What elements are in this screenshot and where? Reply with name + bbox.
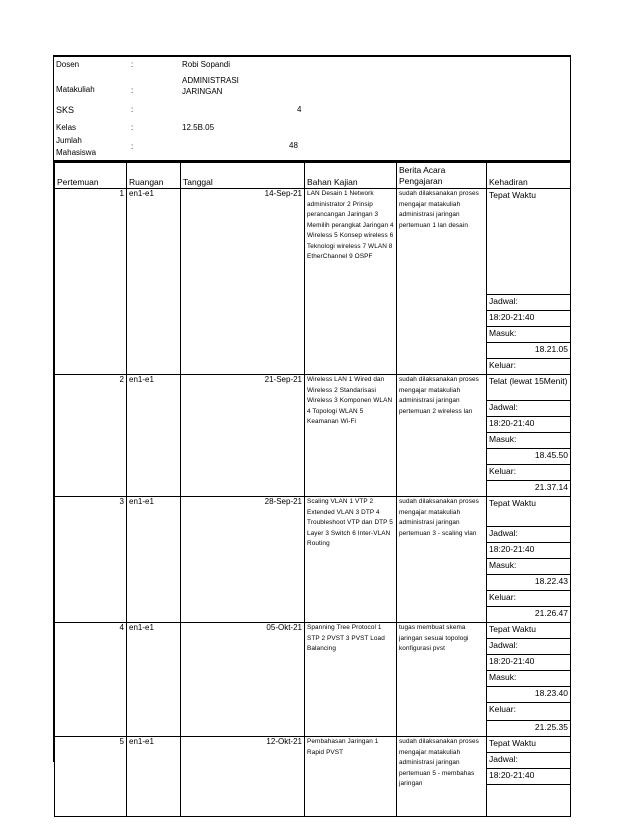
ruangan: en1-e1 (127, 189, 181, 375)
tanggal: 21-Sep-21 (181, 375, 305, 497)
attendance-sheet (53, 55, 571, 787)
col-pertemuan: Pertemuan (55, 163, 127, 189)
berita-acara: sudah dilaksanakan proses mengajar matakuliah administrasi jaringan pertemuan 1 lan desain (397, 189, 487, 375)
ruangan: en1-e1 (127, 737, 181, 817)
dosen-value: Robi Sopandi (182, 60, 231, 69)
ruangan: en1-e1 (127, 497, 181, 623)
sks-label: SKS (56, 105, 75, 115)
berita-acara: tugas membuat skema jaringan sesuai topologi konfigurasi pvst (397, 623, 487, 737)
tanggal: 28-Sep-21 (181, 497, 305, 623)
masuk-label: Masuk: (487, 559, 571, 575)
jadwal-value: 18:20-21:40 (487, 417, 571, 433)
col-ruangan: Ruangan (127, 163, 181, 189)
col-bahan: Bahan Kajian (305, 163, 397, 189)
bahan-kajian: Pembahasan Jaringan 1 Rapid PVST (305, 737, 397, 817)
tanggal: 12-Okt-21 (181, 737, 305, 817)
jadwal-value: 18:20-21:40 (487, 543, 571, 559)
jumlah-label-1: Jumlah (56, 136, 82, 145)
jadwal-value: 18:20-21:40 (487, 769, 571, 785)
masuk-label: Masuk: (487, 671, 571, 687)
jadwal-label: Jadwal: (487, 295, 571, 311)
course-info (54, 57, 570, 162)
keluar-label: Keluar: (487, 465, 571, 481)
sks-value: 4 (297, 105, 302, 114)
col-berita-line-2: Pengajaran (399, 176, 443, 186)
berita-acara: sudah dilaksanakan proses mengajar matakuliah administrasi jaringan pertemuan 5 - membahas jaringan (397, 737, 487, 817)
jumlah-value: 48 (289, 141, 298, 150)
matakuliah-label: Matakuliah (56, 85, 95, 94)
masuk-value: 18.21.05 (487, 343, 571, 359)
jadwal-value: 18:20-21:40 (487, 655, 571, 671)
pertemuan-no: 5 (55, 737, 127, 817)
keluar-value: 21.26.47 (487, 607, 571, 623)
jadwal-label: Jadwal: (487, 527, 571, 543)
col-berita (397, 163, 487, 189)
matakuliah-value-1: ADMINISTRASI (182, 76, 239, 85)
pertemuan-no: 1 (55, 189, 127, 375)
table-row (55, 189, 571, 295)
jadwal-label: Jadwal: (487, 401, 571, 417)
colon: : (131, 86, 134, 95)
col-kehadiran: Kehadiran (487, 163, 571, 189)
status: Tepat Waktu (487, 623, 571, 639)
pertemuan-no: 3 (55, 497, 127, 623)
status: Tepat Waktu (487, 497, 571, 527)
colon: : (131, 142, 134, 151)
dosen-label: Dosen (56, 60, 80, 69)
keluar-label: Keluar: (487, 703, 571, 721)
matakuliah-value-2: JARINGAN (182, 87, 223, 96)
table-row (55, 375, 571, 401)
masuk-value: 18.45.50 (487, 449, 571, 465)
table-header (55, 163, 571, 189)
pertemuan-no: 4 (55, 623, 127, 737)
status: Tepat Waktu (487, 189, 571, 295)
masuk-label: Masuk: (487, 327, 571, 343)
masuk-label: Masuk: (487, 433, 571, 449)
colon: : (131, 123, 134, 132)
table-row (55, 497, 571, 527)
ruangan: en1-e1 (127, 375, 181, 497)
ruangan: en1-e1 (127, 623, 181, 737)
jadwal-label: Jadwal: (487, 639, 571, 655)
keluar-label: Keluar: (487, 591, 571, 607)
colon: : (131, 105, 134, 114)
tanggal: 14-Sep-21 (181, 189, 305, 375)
masuk-value: 18.22.43 (487, 575, 571, 591)
bahan-kajian: Spanning Tree Protocol 1 STP 2 PVST 3 PVST Load Balancing (305, 623, 397, 737)
berita-acara: sudah dilaksanakan proses mengajar matakuliah administrasi jaringan pertemuan 2 wireless lan (397, 375, 487, 497)
keluar-value: 21.25.35 (487, 721, 571, 737)
masuk-value: 18.23.40 (487, 687, 571, 703)
kelas-label: Kelas (56, 123, 77, 132)
berita-acara: sudah dilaksanakan proses mengajar matakuliah administrasi jaringan pertemuan 3 - scaling vlan (397, 497, 487, 623)
status: Tepat Waktu (487, 737, 571, 753)
attendance-table (54, 162, 571, 817)
pertemuan-no: 2 (55, 375, 127, 497)
jadwal-label: Jadwal: (487, 753, 571, 769)
col-berita-line-1: Berita Acara (399, 165, 446, 175)
col-tanggal: Tanggal (181, 163, 305, 189)
colon: : (131, 60, 134, 69)
keluar-value: 21.37.14 (487, 481, 571, 497)
tanggal: 05-Okt-21 (181, 623, 305, 737)
keluar-label: Keluar: (487, 359, 571, 375)
bahan-kajian: Wireless LAN 1 Wired dan Wireless 2 Standarisasi Wireless 3 Komponen WLAN 4 Topologi WLAN 5 Keamanan Wi-Fi (305, 375, 397, 497)
jadwal-value: 18:20-21:40 (487, 311, 571, 327)
bahan-kajian: LAN Desain 1 Network administrator 2 Prinsip perancangan Jaringan 3 Memilih perangkat Jaringan 4 Wireless 5 Konsep wireless 6 Teknologi wireless 7 WLAN 8 EtherChannel 9 OSPF (305, 189, 397, 375)
table-row (55, 737, 571, 753)
bahan-kajian: Scaling VLAN 1 VTP 2 Extended VLAN 3 DTP 4 Troubleshoot VTP dan DTP 5 Layer 3 Switch 6 Inter-VLAN Routing (305, 497, 397, 623)
status: Telat (lewat 15Menit) (487, 375, 571, 401)
table-row (55, 623, 571, 639)
jumlah-label-2: Mahasiswa (56, 148, 97, 157)
kelas-value: 12.5B.05 (182, 123, 215, 132)
